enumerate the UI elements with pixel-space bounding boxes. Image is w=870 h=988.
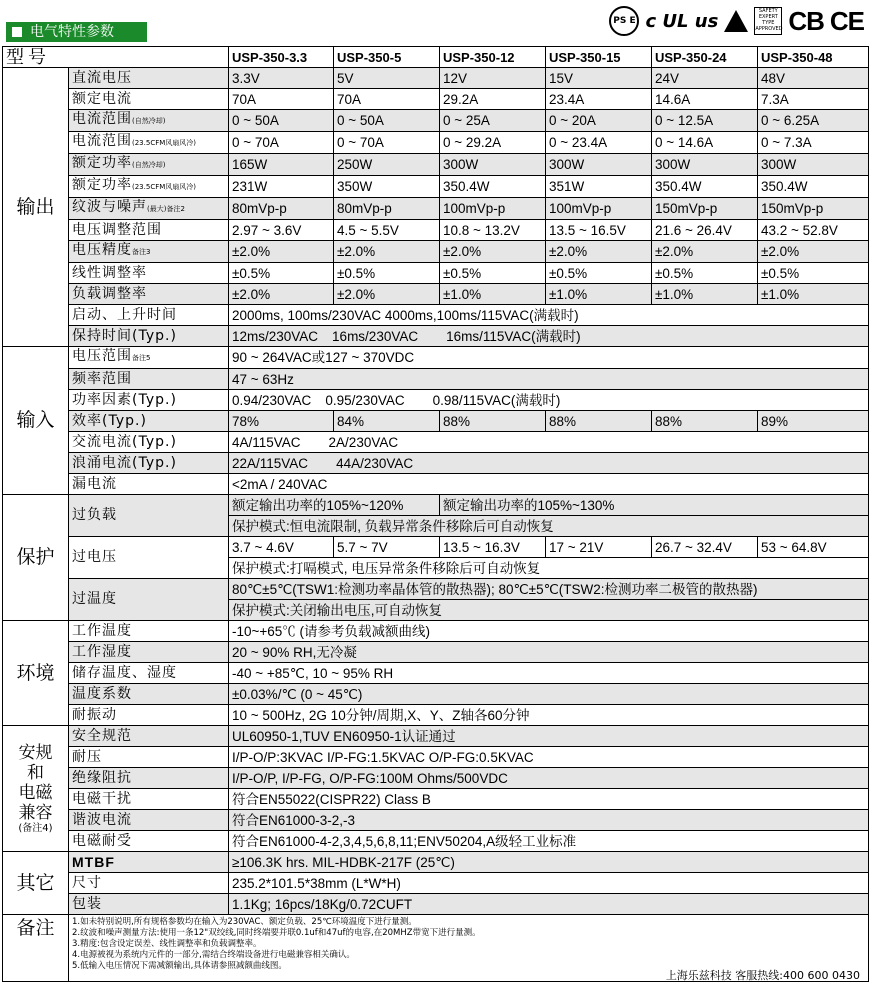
item-label: 浪涌电流(Typ.) [69, 453, 229, 474]
cell: 4.5 ~ 5.5V [334, 220, 440, 241]
cell: ±2.0% [440, 241, 546, 263]
cell: 0 ~ 20A [546, 110, 652, 132]
cell: <2mA / 240VAC [229, 474, 869, 495]
table-row [3, 810, 869, 831]
cell: 5.7 ~ 7V [334, 537, 440, 558]
cell: ±1.0% [440, 284, 546, 305]
cell: 80mVp-p [334, 198, 440, 220]
cell: 10 ~ 500Hz, 2G 10分钟/周期,X、Y、Z轴各60分钟 [229, 705, 869, 726]
cell: 351W [546, 176, 652, 198]
item-label: 额定电流 [69, 89, 229, 110]
cell: ±2.0% [652, 241, 758, 263]
item-label: 工作温度 [69, 621, 229, 642]
cell: 88% [546, 411, 652, 432]
table-row [3, 369, 869, 390]
category-input: 输入 [3, 347, 69, 495]
cell: 5V [334, 68, 440, 89]
category-notes: 备注 [3, 915, 69, 982]
item-label: 电压范围备注5 [69, 347, 229, 369]
cell: 300W [652, 154, 758, 176]
model-header: USP-350-48 [758, 47, 869, 68]
category-protection: 保护 [3, 495, 69, 621]
table-row [3, 326, 869, 347]
cell: 0 ~ 12.5A [652, 110, 758, 132]
item-label: 电压精度备注3 [69, 241, 229, 263]
item-label: 过负载 [69, 495, 229, 537]
cell: 48V [758, 68, 869, 89]
cell: 350.4W [652, 176, 758, 198]
category-others: 其它 [3, 852, 69, 915]
item-label: 绝缘阻抗 [69, 768, 229, 789]
cell: 235.2*101.5*38mm (L*W*H) [229, 873, 869, 894]
category-environment: 环境 [3, 621, 69, 726]
model-header: USP-350-12 [440, 47, 546, 68]
ce-logo-icon: CE [829, 5, 864, 36]
cell: 70A [334, 89, 440, 110]
cell: ±0.5% [334, 263, 440, 284]
table-row [3, 873, 869, 894]
category-safety-emc: 安规 和 电磁 兼容 (备注4) [3, 726, 69, 852]
cell: 0 ~ 14.6A [652, 132, 758, 154]
table-row [3, 579, 869, 600]
certification-logos [609, 4, 864, 38]
item-label: 耐振动 [69, 705, 229, 726]
cell: 0 ~ 70A [229, 132, 334, 154]
table-row [3, 89, 869, 110]
cell: -40 ~ +85℃, 10 ~ 95% RH [229, 663, 869, 684]
table-row [3, 263, 869, 284]
cell: 保护模式:打嗝模式, 电压异常条件移除后可自动恢复 [229, 558, 869, 579]
item-label: 启动、上升时间 [69, 305, 229, 326]
cell: 22A/115VAC 44A/230VAC [229, 453, 869, 474]
cell: 7.3A [758, 89, 869, 110]
header-row [3, 47, 869, 68]
model-header: USP-350-24 [652, 47, 758, 68]
safety-expert-logo-icon: SAFETY EXPERT TYPE APPROVED [754, 7, 782, 35]
cell: 300W [440, 154, 546, 176]
cell: I/P-O/P, I/P-FG, O/P-FG:100M Ohms/500VDC [229, 768, 869, 789]
cell: ±2.0% [334, 284, 440, 305]
cell: 78% [229, 411, 334, 432]
table-row [3, 684, 869, 705]
item-label: 线性调整率 [69, 263, 229, 284]
table-row [3, 705, 869, 726]
table-row [3, 68, 869, 89]
cell: 53 ~ 64.8V [758, 537, 869, 558]
cell: 0.94/230VAC 0.95/230VAC 0.98/115VAC(满载时) [229, 390, 869, 411]
table-row [3, 198, 869, 220]
cell: 10.8 ~ 13.2V [440, 220, 546, 241]
item-label: 负载调整率 [69, 284, 229, 305]
item-label: 电磁耐受 [69, 831, 229, 852]
table-row [3, 852, 869, 873]
cell: ±1.0% [546, 284, 652, 305]
model-header: USP-350-15 [546, 47, 652, 68]
cell: 70A [229, 89, 334, 110]
cell: 3.7 ~ 4.6V [229, 537, 334, 558]
item-label: 电流范围(自然冷却) [69, 110, 229, 132]
table-row [3, 495, 869, 516]
cell: 43.2 ~ 52.8V [758, 220, 869, 241]
cell: 2000ms, 100ms/230VAC 4000ms,100ms/115VAC(满载时) [229, 305, 869, 326]
item-label: 保持时间(Typ.) [69, 326, 229, 347]
cell: 88% [440, 411, 546, 432]
table-row [3, 411, 869, 432]
cell: 14.6A [652, 89, 758, 110]
cell: 0 ~ 70A [334, 132, 440, 154]
cell: 300W [546, 154, 652, 176]
cell: ±0.03%/℃ (0 ~ 45℃) [229, 684, 869, 705]
table-row [3, 474, 869, 495]
cell: 20 ~ 90% RH,无冷凝 [229, 642, 869, 663]
cell: 保护模式:关闭输出电压,可自动恢复 [229, 600, 869, 621]
cell: ≥106.3K hrs. MIL-HDBK-217F (25℃) [229, 852, 869, 873]
cell: 17 ~ 21V [546, 537, 652, 558]
item-label: 过温度 [69, 579, 229, 621]
item-label: 尺寸 [69, 873, 229, 894]
item-label: 额定功率(自然冷却) [69, 154, 229, 176]
table-row [3, 663, 869, 684]
item-label: 电压调整范围 [69, 220, 229, 241]
section-title: 电气特性参数 [30, 24, 114, 40]
section-title-bar [6, 22, 147, 42]
cb-logo-icon: CB [788, 5, 824, 36]
cell: 150mVp-p [758, 198, 869, 220]
cell: 90 ~ 264VAC或127 ~ 370VDC [229, 347, 869, 369]
item-label: 温度系数 [69, 684, 229, 705]
cell: 231W [229, 176, 334, 198]
cell: 100mVp-p [546, 198, 652, 220]
cell: ±1.0% [758, 284, 869, 305]
cell: 0 ~ 23.4A [546, 132, 652, 154]
cell: 额定输出功率的105%~120% [229, 495, 440, 516]
square-icon [12, 27, 22, 37]
item-label: 直流电压 [69, 68, 229, 89]
cell: 100mVp-p [440, 198, 546, 220]
table-row [3, 132, 869, 154]
item-label: 交流电流(Typ.) [69, 432, 229, 453]
cell: ±2.0% [758, 241, 869, 263]
table-row [3, 220, 869, 241]
cell: 84% [334, 411, 440, 432]
table-row [3, 894, 869, 915]
model-header: USP-350-5 [334, 47, 440, 68]
item-label: 额定功率(23.5CFM风扇风冷) [69, 176, 229, 198]
table-row [3, 432, 869, 453]
table-row [3, 241, 869, 263]
cell: 89% [758, 411, 869, 432]
table-row [3, 621, 869, 642]
notes-content: 1.如未特别说明,所有规格参数均在输入为230VAC、额定负载、25℃环境温度下进行量测。 2.纹波和噪声测量方法:使用一条12"双绞线,同时终端要并联0.1uf和47uf的电容,在20MHZ带宽下进行量测。 3.精度:包含设定误差、线性调整率和负载调整率。 4.电源被视为系统内元件的一部分,需结合终端设备进行电磁兼容相关确认。 5.低输入电压情况下需减额输出,具体请参照减额曲线图。 [69, 915, 869, 982]
cell: I/P-O/P:3KVAC I/P-FG:1.5KVAC O/P-FG:0.5KVAC [229, 747, 869, 768]
item-label: 过电压 [69, 537, 229, 579]
item-label: 耐压 [69, 747, 229, 768]
cell: 80mVp-p [229, 198, 334, 220]
model-label: 型号 [3, 47, 229, 68]
cell: 80℃±5℃(TSW1:检测功率晶体管的散热器); 80℃±5℃(TSW2:检测功率二极管的散热器) [229, 579, 869, 600]
cell: ±2.0% [229, 284, 334, 305]
table-row [3, 110, 869, 132]
cell: ±0.5% [758, 263, 869, 284]
table-row [3, 747, 869, 768]
cell: ±0.5% [229, 263, 334, 284]
cell: 300W [758, 154, 869, 176]
model-header: USP-350-3.3 [229, 47, 334, 68]
cell: 15V [546, 68, 652, 89]
category-output: 输出 [3, 68, 69, 347]
cell: 0 ~ 50A [229, 110, 334, 132]
cell: 88% [652, 411, 758, 432]
cell: 符合EN61000-3-2,-3 [229, 810, 869, 831]
cell: 165W [229, 154, 334, 176]
pse-logo-icon: PS E [609, 6, 639, 36]
cell: ±2.0% [229, 241, 334, 263]
item-label: 功率因素(Typ.) [69, 390, 229, 411]
item-label: 效率(Typ.) [69, 411, 229, 432]
cell: 47 ~ 63Hz [229, 369, 869, 390]
cell: 1.1Kg; 16pcs/18Kg/0.72CUFT [229, 894, 869, 915]
cell: 24V [652, 68, 758, 89]
cell: ±1.0% [652, 284, 758, 305]
cell: 150mVp-p [652, 198, 758, 220]
table-row [3, 390, 869, 411]
table-row [3, 453, 869, 474]
cell: 3.3V [229, 68, 334, 89]
cell: ±0.5% [546, 263, 652, 284]
cell: 350.4W [440, 176, 546, 198]
item-label: MTBF [69, 852, 229, 873]
cell: 21.6 ~ 26.4V [652, 220, 758, 241]
cell: 符合EN55022(CISPR22) Class B [229, 789, 869, 810]
item-label: 漏电流 [69, 474, 229, 495]
cell: 23.4A [546, 89, 652, 110]
table-row [3, 284, 869, 305]
table-row [3, 642, 869, 663]
table-row [3, 305, 869, 326]
item-label: 电流范围(23.5CFM风扇风冷) [69, 132, 229, 154]
cell: 保护模式:恒电流限制, 负载异常条件移除后可自动恢复 [229, 516, 869, 537]
table-row [3, 831, 869, 852]
cell: 符合EN61000-4-2,3,4,5,6,8,11;ENV50204,A级轻工业标准 [229, 831, 869, 852]
cell: 额定输出功率的105%~130% [440, 495, 869, 516]
cell: UL60950-1,TUV EN60950-1认证通过 [229, 726, 869, 747]
cell: 12V [440, 68, 546, 89]
item-label: 谐波电流 [69, 810, 229, 831]
table-row [3, 347, 869, 369]
cell: ±2.0% [546, 241, 652, 263]
cell: ±2.0% [334, 241, 440, 263]
cell: 350W [334, 176, 440, 198]
cell: ±0.5% [652, 263, 758, 284]
ul-logo-icon: c UL us [645, 10, 719, 32]
cell: 350.4W [758, 176, 869, 198]
cell: 0 ~ 50A [334, 110, 440, 132]
cell: -10~+65℃ (请参考负载减额曲线) [229, 621, 869, 642]
cell: 0 ~ 7.3A [758, 132, 869, 154]
cell: 26.7 ~ 32.4V [652, 537, 758, 558]
table-row [3, 537, 869, 558]
cell: 4A/115VAC 2A/230VAC [229, 432, 869, 453]
cell: 13.5 ~ 16.3V [440, 537, 546, 558]
item-label: 纹波与噪声(最大)备注2 [69, 198, 229, 220]
cell: 12ms/230VAC 16ms/230VAC 16ms/115VAC(满载时) [229, 326, 869, 347]
cell: 2.97 ~ 3.6V [229, 220, 334, 241]
table-row [3, 176, 869, 198]
cell: ±0.5% [440, 263, 546, 284]
table-row [3, 789, 869, 810]
item-label: 储存温度、湿度 [69, 663, 229, 684]
triangle-logo-icon [724, 10, 748, 32]
cell: 0 ~ 6.25A [758, 110, 869, 132]
item-label: 包装 [69, 894, 229, 915]
item-label: 安全规范 [69, 726, 229, 747]
table-row [3, 154, 869, 176]
table-row [3, 726, 869, 747]
item-label: 电磁干扰 [69, 789, 229, 810]
spec-table [2, 46, 869, 982]
item-label: 频率范围 [69, 369, 229, 390]
cell: 29.2A [440, 89, 546, 110]
cell: 0 ~ 29.2A [440, 132, 546, 154]
table-row [3, 768, 869, 789]
cell: 0 ~ 25A [440, 110, 546, 132]
cell: 13.5 ~ 16.5V [546, 220, 652, 241]
cell: 250W [334, 154, 440, 176]
hotline-text: 上海乐兹科技 客服热线:400 600 0430 [665, 969, 860, 982]
item-label: 工作湿度 [69, 642, 229, 663]
